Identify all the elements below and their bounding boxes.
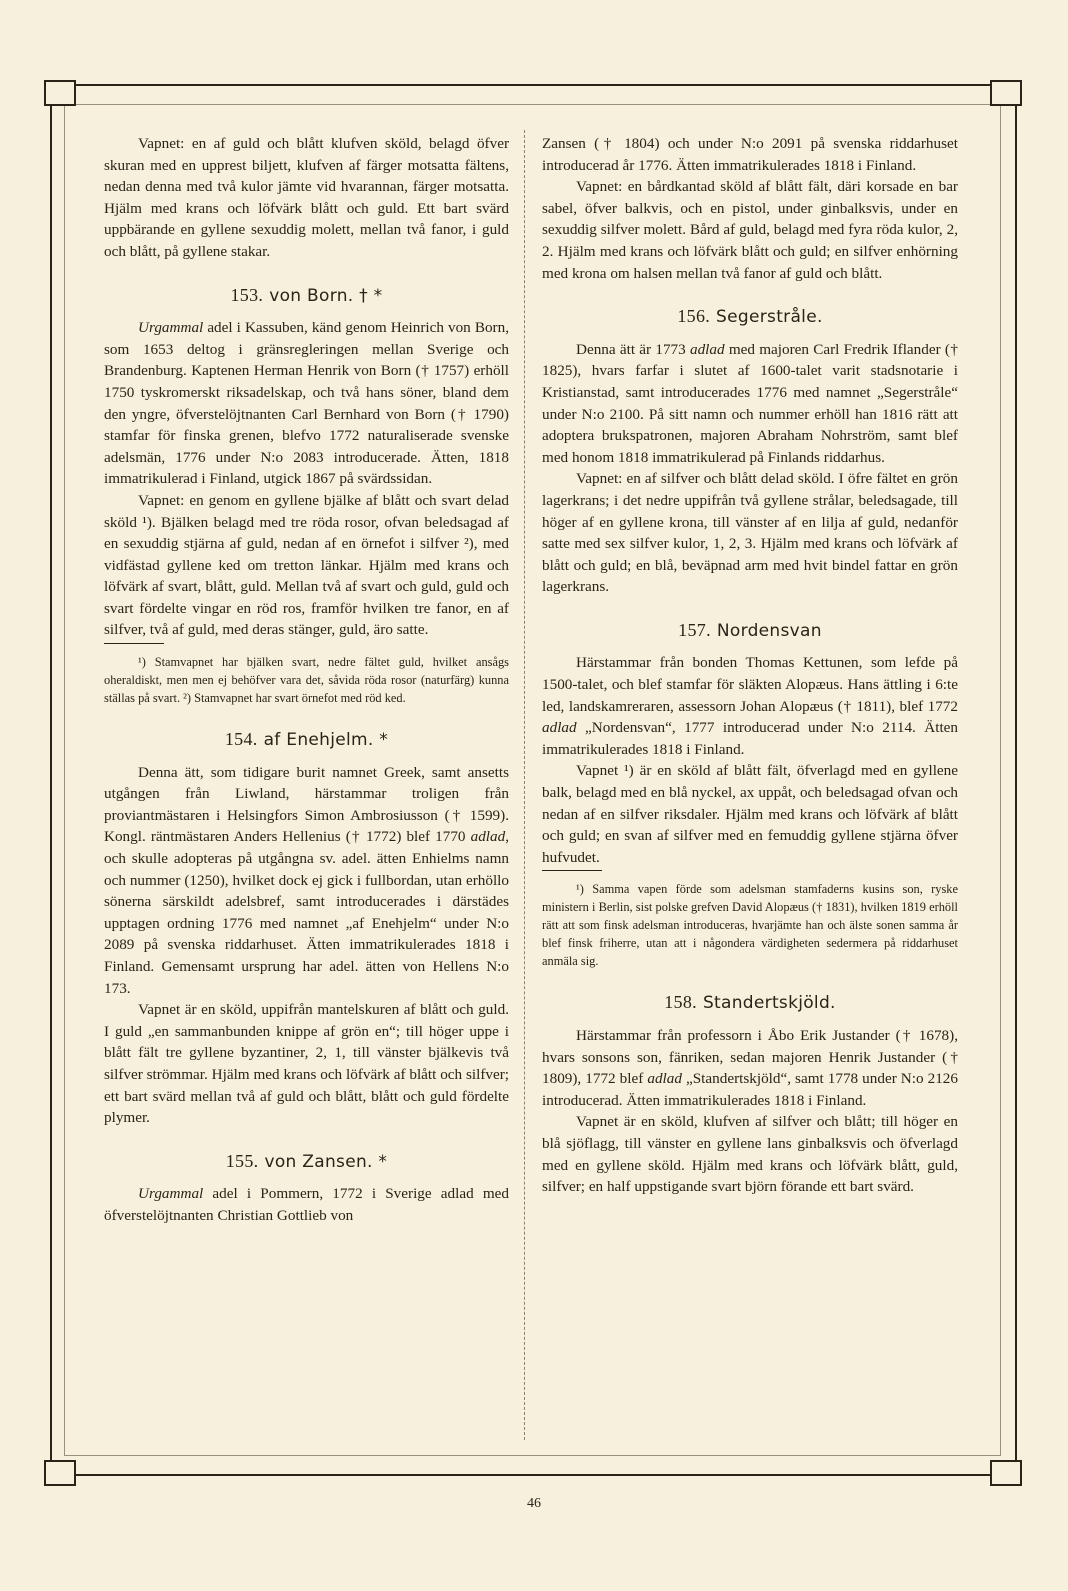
right-column [542, 133, 958, 1198]
entry-number: 157. [678, 619, 711, 640]
italic-term: adlad [470, 828, 506, 846]
corner-ornament [990, 1460, 1022, 1486]
paragraph-text: adel i Kassuben, känd genom Heinrich von Born, som 1653 deltog i gränsregleringen mellan Sverige och Brandenburg. Kaptenen Herman Henrik von Born († 1757) erhöll 1750 tyskromerskt riksadelskap, och två hans söner, bland dem den yngre, öfverstelöjtnanten Carl Bernhard von Born († 1790) stamfar för finska grenen, blefvo 1772 naturaliserade svenske adelsmän, 1776 under N:o 2083 introducerade. Ätten, 1818 immatrikulerad i Finland, utgick 1867 på svärdssidan. [104, 319, 509, 488]
entry-title: Segerstråle. [716, 307, 823, 328]
paragraph: Vapnet: en genom en gyllene bjälke af blått och svart delad sköld ¹). Bjälken belagd med tre röda rosor, ofvan beledsagad af en sexuddig stjärna af guld, nedan af en örnefot i silfver ²), med vidfästad gyllene ked om tretton länkar. Hjälm med krans och löfvärk af svart, blått, guld. Mellan två af svart och guld, guld och svart fördelte vingar en röd ros, framför hvilken tre fanor, en af silfver, två af guld, med deras stänger, guld, äro satte. [104, 491, 509, 639]
entry-number: 155. [225, 1150, 259, 1171]
footnote: ¹) Samma vapen förde som adelsman stamfaderns kusins son, ryske ministern i Berlin, sist polske grefven David Alopæus († 1831), hvilken 1819 erhöll rätt att som finsk adelsman introduceras, hvarjämte han och älste sonen samma år blef finsk friherre, utan att i någondera värdigheten sedermera på riddarhuset anmäla sig. [542, 882, 958, 969]
entry-heading-154 [104, 729, 509, 752]
paragraph: Vapnet: en af guld och blått klufven sköld, belagd öfver skuran med en upprest biljett, klufven af färger motsatta fältens, nedan denna med två kulor jämte vid hvarannan, färger motsatta. Hjälm med krans och löfvärk blått och guld. Ett bart svärd uppbärande en gyllene sexuddig molett, mellan två fanor, i guld och blått, på gyllene stakar. [104, 135, 509, 260]
italic-term: Urgammal [138, 319, 204, 337]
italic-term: adlad [689, 340, 725, 358]
corner-ornament [44, 1460, 76, 1486]
corner-ornament [44, 80, 76, 106]
entry-title: von Zansen. * [264, 1151, 388, 1172]
corner-ornament [990, 80, 1022, 106]
entry-heading-156 [542, 306, 958, 329]
entry-number: 158. [664, 992, 697, 1013]
footnote-rule [104, 643, 164, 644]
entry-number: 154. [224, 729, 258, 750]
paragraph-text: Denna ätt är 1773 [576, 340, 690, 358]
paragraph: Vapnet: en bårdkantad sköld af blått fält, däri korsade en bar sabel, öfver balkvis, och en pistol, under ginbalksvis, under en sexuddig silfver molett. Bård af guld, belagd med fyra röda kulor, 2, 2. Hjälm med krans och löfvärk blått och guld; en silfver enhörning med krona om halsen mellan två fanor af guld och blått. [542, 178, 958, 282]
paragraph-text: , och skulle adopteras på utgångna sv. adel. ätten Enhielms namn och nummer (1250), hvilket dock ej gick i fullbordan, utan erhöllo sönerna särskildt adelsbref, samt introducerades i därstädes upptagen ordning 1776 med namnet „af Enehjelm“ under N:o 2089 på svenska riddarhuset. Ätten immatrikulerades 1818 i Finland. Gemensamt ursprung har adel. ätten von Hellens N:o 173. [104, 828, 509, 997]
italic-term: adlad [542, 719, 577, 737]
italic-term: Urgammal [138, 1185, 204, 1203]
page-number: 46 [527, 1496, 541, 1511]
paragraph: Vapnet: en af silfver och blått delad sköld. I öfre fältet en grön lagerkrans; i det nedre uppifrån två gyllene strålar, beledsagade, till höger af en gyllene krona, till vänster af en lilja af guld, nedanför satte med sex silfver kulor, 1, 2, 3. Hjälm med krans och löfvärk af blått och guld; en blå, beväpnad arm med hvit bindel fattar en grön lagerkrans. [542, 470, 958, 596]
entry-title: von Born. † * [269, 285, 383, 306]
entry-number: 156. [677, 306, 711, 327]
paragraph [104, 1183, 509, 1226]
paragraph-text: Härstammar från bonden Thomas Kettunen, som lefde på 1500-talet, och blef stamfar för släkten Alopæus. Hans ättling i 6:te led, landskamreraren, assessorn Johan Alopæus († 1811), blef 1772 [542, 654, 958, 715]
paragraph-text: Denna ätt, som tidigare burit namnet Greek, samt ansetts utgången från Liwland, härstammar troligen från proviantmästaren i Helsingfors Simon Ambrosiusson († 1599). Kongl. räntmästaren Anders Hellenius († 1772) blef 1770 [104, 763, 509, 846]
paragraph-text: „Nordensvan“, 1777 introducerad under N:o 2114. Ätten immatrikulerades 1818 i Finland. [542, 719, 958, 758]
paragraph: Vapnet ¹) är en sköld af blått fält, öfverlagd med en gyllene balk, belagd med en blå nyckel, ax uppåt, och beledsagad ofvan och nedan af en silfver riksdaler. Hjälm med krans och löfvärk af blått och guld; en svan af silfver med en femuddig gyllene stjärna öfver hufvudet. [542, 762, 958, 866]
left-column [104, 133, 509, 1227]
footnote-rule [542, 870, 602, 871]
footnote: ¹) Stamvapnet har bjälken svart, nedre fältet guld, hvilket ansågs oheraldiskt, men men ej behöfver vara det, såvida röda rosor (naturfärg) kunna ställas på svart. ²) Stamvapnet har svart örnefot med röd ked. [104, 655, 509, 706]
entry-heading-155 [104, 1151, 509, 1174]
paragraph-text: med majoren Carl Fredrik Iflander († 1825), hvars farfar i slutet af 1600-talet varit stadsnotarie i Kristianstad, samt introducerades 1776 med namnet „Segerstråle“ under N:o 2100. På sitt namn och nummer erhöll han 1816 rätt att adoptera brukspatronen, majoren Abraham Nohrström, samt blef med honom 1818 immatrikulerad på Finlands riddarhus. [542, 340, 958, 466]
paragraph [542, 1025, 958, 1111]
paragraph [104, 762, 509, 1000]
paragraph-text: adel i Pommern, 1772 i Sverige adlad med öfverstelöjtnanten Christian Gottlieb von [104, 1185, 509, 1224]
paragraph [542, 339, 958, 469]
paragraph: Zansen († 1804) och under N:o 2091 på svenska riddarhuset introducerad år 1776. Ätten immatrikulerades 1818 i Finland. [542, 135, 958, 174]
paragraph [542, 652, 958, 760]
italic-term: adlad [647, 1070, 682, 1088]
entry-number: 153. [230, 284, 264, 305]
entry-title: Nordensvan [716, 620, 822, 641]
column-divider [524, 130, 525, 1440]
entry-title: af Enehjelm. * [263, 730, 389, 751]
paragraph: Vapnet är en sköld, klufven af silfver och blått; till höger en blå sjöflagg, till vänster en gyllene lans ginbalksvis och öfverlagd med en gyllene sköld. Hjälm med krans och löfvärk blått, guld, silfver; en half uppstigande svart björn förande ett bart svärd. [542, 1113, 958, 1196]
paragraph-text: Härstammar från professorn i Åbo Erik Justander († 1678), hvars sonsons son, fänriken, sedan majoren Henrik Justander († 1809), 1772 blef [542, 1027, 958, 1088]
paragraph [104, 317, 509, 490]
paragraph-text: „Standertskjöld“, samt 1778 under N:o 2126 introducerad. Ätten immatrikulerades 1818 i Finland. [542, 1070, 958, 1109]
entry-heading-157 [542, 620, 958, 643]
paragraph: Vapnet är en sköld, uppifrån mantelskuren af blått och guld. I guld „en sammanbunden knippe af grön en“; till höger uppe i blått fält tre gyllene byzantiner, 2, 1, till vänster bjälkevis två silfver strömmar. Hjälm med krans och löfvärk af blått och silfver; ett bart svärd mellan två af guld och blått, blått och guld fördelte plymer. [104, 1001, 509, 1127]
entry-heading-158 [542, 992, 958, 1015]
entry-heading-153 [104, 285, 509, 308]
entry-title: Standertskjöld. [702, 993, 836, 1014]
